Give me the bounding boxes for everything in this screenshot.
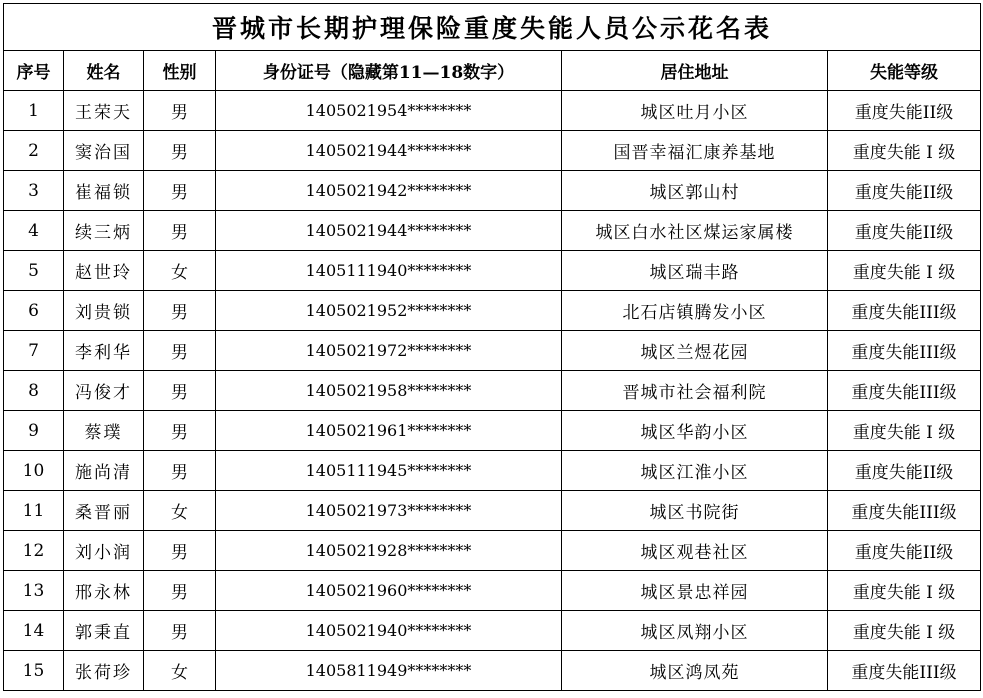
cell-gender: 女 [144, 251, 216, 291]
cell-address: 城区华韵小区 [562, 411, 828, 451]
cell-seq: 5 [4, 251, 64, 291]
cell-address: 国晋幸福汇康养基地 [562, 131, 828, 171]
cell-name: 郭秉直 [64, 611, 144, 651]
header-name: 姓名 [64, 51, 144, 91]
cell-gender: 男 [144, 331, 216, 371]
cell-gender: 男 [144, 171, 216, 211]
cell-seq: 4 [4, 211, 64, 251]
cell-name: 续三炳 [64, 211, 144, 251]
cell-name: 赵世玲 [64, 251, 144, 291]
cell-name: 邢永林 [64, 571, 144, 611]
cell-disability-level: 重度失能 I 级 [828, 251, 981, 291]
header-address: 居住地址 [562, 51, 828, 91]
cell-name: 王荣天 [64, 91, 144, 131]
cell-seq: 11 [4, 491, 64, 531]
cell-gender: 男 [144, 291, 216, 331]
cell-id-number: 1405811949******** [216, 651, 562, 691]
cell-seq: 14 [4, 611, 64, 651]
cell-disability-level: 重度失能II级 [828, 91, 981, 131]
cell-id-number: 1405021942******** [216, 171, 562, 211]
cell-id-number: 1405021952******** [216, 291, 562, 331]
cell-seq: 15 [4, 651, 64, 691]
cell-name: 冯俊才 [64, 371, 144, 411]
table-row [4, 531, 981, 571]
header-gender: 性别 [144, 51, 216, 91]
table-row [4, 251, 981, 291]
cell-seq: 2 [4, 131, 64, 171]
cell-seq: 10 [4, 451, 64, 491]
cell-id-number: 1405021961******** [216, 411, 562, 451]
cell-address: 城区江淮小区 [562, 451, 828, 491]
cell-gender: 男 [144, 211, 216, 251]
table-row [4, 371, 981, 411]
cell-disability-level: 重度失能III级 [828, 331, 981, 371]
cell-id-number: 1405021972******** [216, 331, 562, 371]
cell-disability-level: 重度失能III级 [828, 371, 981, 411]
cell-name: 桑晋丽 [64, 491, 144, 531]
table-body [4, 91, 981, 691]
cell-disability-level: 重度失能II级 [828, 531, 981, 571]
cell-seq: 7 [4, 331, 64, 371]
cell-disability-level: 重度失能III级 [828, 491, 981, 531]
cell-id-number: 1405021944******** [216, 131, 562, 171]
cell-disability-level: 重度失能 I 级 [828, 131, 981, 171]
cell-gender: 男 [144, 531, 216, 571]
cell-address: 城区瑞丰路 [562, 251, 828, 291]
cell-gender: 男 [144, 611, 216, 651]
cell-name: 刘小润 [64, 531, 144, 571]
cell-id-number: 1405111940******** [216, 251, 562, 291]
cell-disability-level: 重度失能 I 级 [828, 411, 981, 451]
cell-seq: 3 [4, 171, 64, 211]
cell-name: 窦治国 [64, 131, 144, 171]
header-id: 身份证号（隐藏第11—18数字） [216, 51, 562, 91]
table-row [4, 331, 981, 371]
cell-id-number: 1405021973******** [216, 491, 562, 531]
cell-address: 城区观巷社区 [562, 531, 828, 571]
cell-address: 城区景忠祥园 [562, 571, 828, 611]
cell-seq: 8 [4, 371, 64, 411]
cell-disability-level: 重度失能 I 级 [828, 611, 981, 651]
cell-name: 施尚清 [64, 451, 144, 491]
table-row [4, 651, 981, 691]
cell-address: 城区凤翔小区 [562, 611, 828, 651]
cell-name: 刘贵锁 [64, 291, 144, 331]
table-row [4, 611, 981, 651]
cell-address: 城区书院街 [562, 491, 828, 531]
cell-name: 张荷珍 [64, 651, 144, 691]
table-row [4, 91, 981, 131]
cell-seq: 13 [4, 571, 64, 611]
cell-id-number: 1405021944******** [216, 211, 562, 251]
title-row [4, 4, 981, 51]
cell-seq: 9 [4, 411, 64, 451]
cell-gender: 男 [144, 571, 216, 611]
cell-disability-level: 重度失能II级 [828, 171, 981, 211]
table-row [4, 291, 981, 331]
cell-address: 城区鸿凤苑 [562, 651, 828, 691]
cell-gender: 女 [144, 491, 216, 531]
cell-address: 北石店镇腾发小区 [562, 291, 828, 331]
cell-disability-level: 重度失能II级 [828, 211, 981, 251]
cell-name: 蔡璞 [64, 411, 144, 451]
cell-id-number: 1405021954******** [216, 91, 562, 131]
cell-address: 城区兰煜花园 [562, 331, 828, 371]
cell-name: 崔福锁 [64, 171, 144, 211]
cell-gender: 男 [144, 91, 216, 131]
table-row [4, 131, 981, 171]
cell-disability-level: 重度失能 I 级 [828, 571, 981, 611]
table-row [4, 171, 981, 211]
cell-id-number: 1405021940******** [216, 611, 562, 651]
cell-id-number: 1405021960******** [216, 571, 562, 611]
cell-id-number: 1405021958******** [216, 371, 562, 411]
table-row [4, 451, 981, 491]
cell-gender: 男 [144, 411, 216, 451]
page-title: 晋城市长期护理保险重度失能人员公示花名表 [4, 4, 981, 51]
table-row [4, 411, 981, 451]
cell-address: 城区吐月小区 [562, 91, 828, 131]
cell-disability-level: 重度失能III级 [828, 291, 981, 331]
cell-gender: 女 [144, 651, 216, 691]
header-level: 失能等级 [828, 51, 981, 91]
cell-disability-level: 重度失能III级 [828, 651, 981, 691]
header-seq: 序号 [4, 51, 64, 91]
cell-seq: 6 [4, 291, 64, 331]
table-row [4, 571, 981, 611]
roster-table [3, 3, 981, 691]
cell-address: 城区郭山村 [562, 171, 828, 211]
cell-disability-level: 重度失能II级 [828, 451, 981, 491]
cell-name: 李利华 [64, 331, 144, 371]
cell-seq: 12 [4, 531, 64, 571]
header-row [4, 51, 981, 91]
cell-address: 晋城市社会福利院 [562, 371, 828, 411]
cell-gender: 男 [144, 371, 216, 411]
table-row [4, 491, 981, 531]
cell-gender: 男 [144, 451, 216, 491]
table-row [4, 211, 981, 251]
cell-id-number: 1405111945******** [216, 451, 562, 491]
cell-address: 城区白水社区煤运家属楼 [562, 211, 828, 251]
cell-id-number: 1405021928******** [216, 531, 562, 571]
cell-gender: 男 [144, 131, 216, 171]
cell-seq: 1 [4, 91, 64, 131]
